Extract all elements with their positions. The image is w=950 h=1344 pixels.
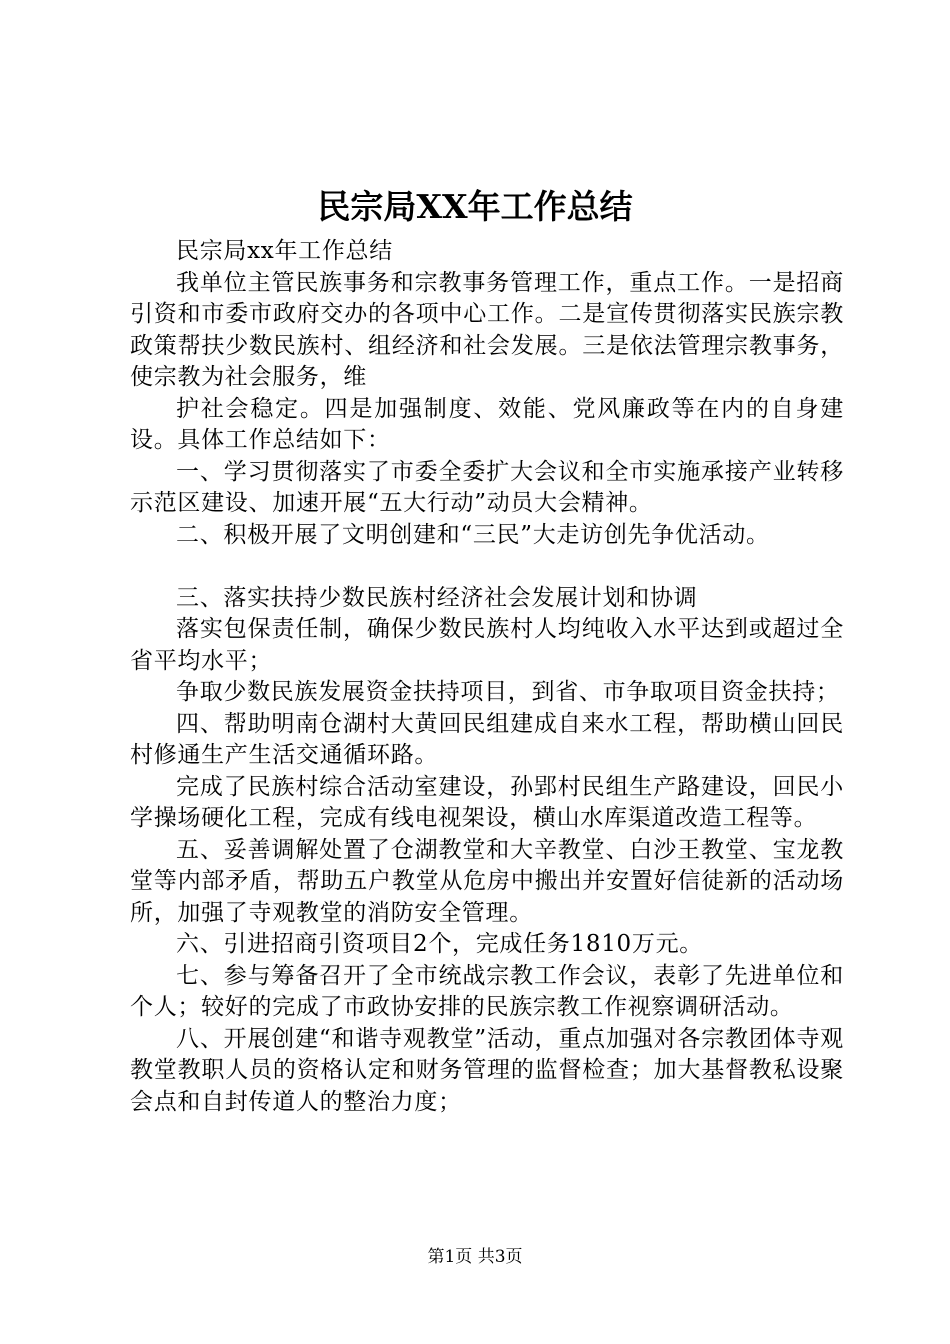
paragraph-item-2: 二、积极开展了文明创建和“三民”大走访创先争优活动。 — [176, 521, 770, 548]
paragraph-subtitle: 民宗局xx年工作总结 — [176, 238, 393, 264]
document-title: 民宗局XX年工作总结 — [317, 187, 633, 226]
paragraph-item-6: 六、引进招商引资项目2个，完成任务1810万元。 — [176, 931, 703, 957]
paragraph-item-1: 一、学习贯彻落实了市委全委扩大会议和全市实施承接产业转移示范区建设、加速开展“五大行动”动员大会精神。 — [130, 458, 844, 516]
paragraph-item-3-detail-2: 争取少数民族发展资金扶持项目，到省、市争取项目资金扶持； — [176, 679, 840, 705]
paragraph-item-5: 五、妥善调解处置了仓湖教堂和大辛教堂、白沙王教堂、宝龙教堂等内部矛盾，帮助五户教堂从危房中搬出并安置好信徒新的活动场所，加强了寺观教堂的消防安全管理。 — [130, 836, 844, 926]
paragraph-item-8: 八、开展创建“和谐寺观教堂”活动，重点加强对各宗教团体寺观教堂教职人员的资格认定和财务管理的监督检查；加大基督教私设聚会点和自封传道人的整治力度； — [130, 1025, 844, 1115]
paragraph-item-4: 四、帮助明南仓湖村大黄回民组建成自来水工程，帮助横山回民村修通生产生活交通循环路。 — [130, 710, 844, 768]
page-footer: 第1页 共3页 — [427, 1247, 523, 1267]
document-body — [130, 236, 844, 1118]
paragraph-intro: 我单位主管民族事务和宗教事务管理工作，重点工作。一是招商引资和市委市政府交办的各项中心工作。二是宣传贯彻落实民族宗教政策帮扶少数民族村、组经济和社会发展。三是依法管理宗教事务，使宗教为社会服务，维 — [130, 269, 844, 390]
paragraph-item-4-detail: 完成了民族村综合活动室建设，孙郢村民组生产路建设，回民小学操场硬化工程，完成有线电视架设，横山水库渠道改造工程等。 — [130, 773, 844, 831]
paragraph-item-7: 七、参与筹备召开了全市统战宗教工作会议，表彰了先进单位和个人；较好的完成了市政协安排的民族宗教工作视察调研活动。 — [130, 962, 844, 1020]
paragraph-intro-continued: 护社会稳定。四是加强制度、效能、党风廉政等在内的自身建设。具体工作总结如下： — [130, 395, 844, 453]
paragraph-item-3-detail-1: 落实包保责任制，确保少数民族村人均纯收入水平达到或超过全省平均水平； — [130, 616, 844, 674]
paragraph-item-3: 三、落实扶持少数民族村经济社会发展计划和协调 — [176, 584, 698, 611]
